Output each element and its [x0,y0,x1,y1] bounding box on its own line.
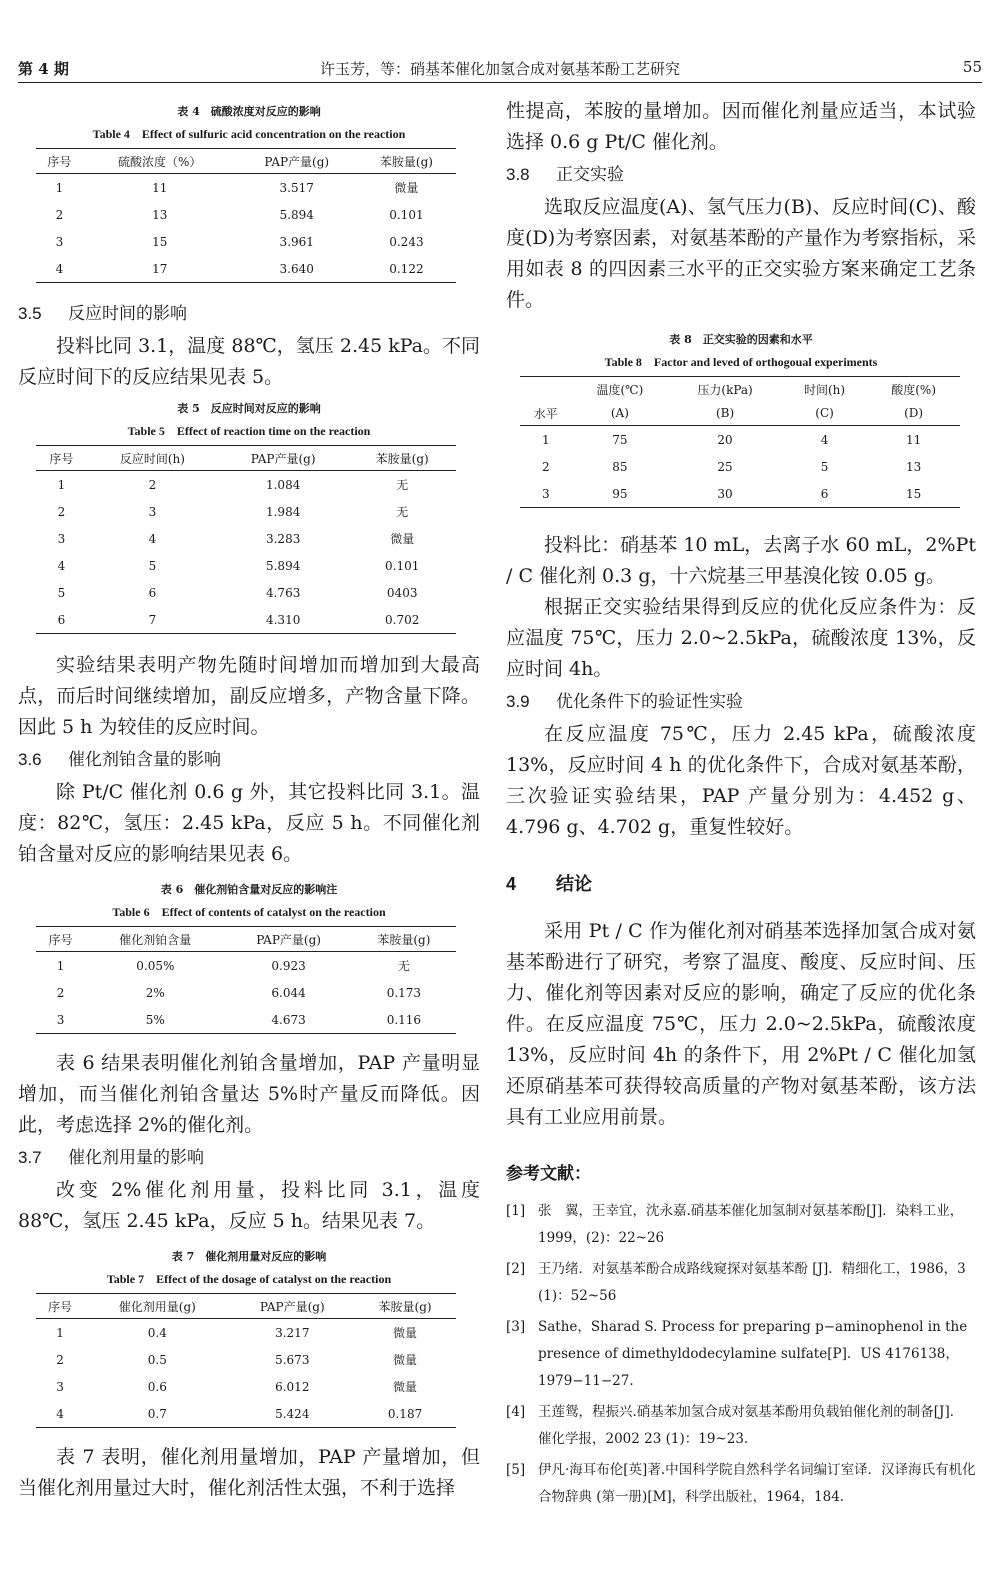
reference-text: 王莲鸳，程振兴.硝基苯加氢合成对氨基苯酚用负载铂催化剂的制备[J]．催化学报，2002 23 (1)：19~23. [538,1404,964,1447]
table-header-cell: 水平 [520,401,572,426]
table-row [36,1319,456,1347]
page-header [18,52,982,83]
table-cell: 1 [541,432,550,447]
paragraph: 选取反应温度(A)、氢气压力(B)、反应时间(C)、酸度(D)为考察因素，对氨基苯酚的产量作为考察指标，采用如表 8 的四因素三水平的正交实验方案来确定工艺条件。 [506,196,976,311]
table-cell: 5.894 [265,558,301,573]
table-header-cell: 温度(℃) [572,377,669,402]
table-cell: 3 [55,234,64,249]
table-header-row [36,927,456,952]
table-header-cell: 序号 [36,1294,84,1319]
table-header-row [36,446,456,471]
paragraph: 在反应温度 75℃，压力 2.45 kPa，硫酸浓度 13%，反应时间 4 h 的优化条件下，合成对氨基苯酚，三次验证实验结果，PAP 产量分别为：4.452 g、4.796 g、4.702 g，重复性较好。 [506,723,976,838]
table-cell: 0.101 [389,207,424,222]
table-row [36,606,456,634]
paragraph: 投料比同 3.1，温度 88℃，氢压 2.45 kPa。不同反应时间下的反应结果见表 5。 [18,335,480,388]
table-header-cell: 苯胺量(g) [352,927,456,952]
table7 [36,1293,456,1428]
table-cell: 4 [57,558,66,573]
table-header-cell: PAP产量(g) [218,446,348,471]
paragraph: 采用 Pt / C 作为催化剂对硝基苯选择加氢合成对氨基苯酚进行了研究，考察了温度、酸度、反应时间、压力、催化剂等因素对反应的影响，确定了反应的优化条件。在反应温度 75℃，压力 2.0~2.5kPa，硫酸浓度 13%，反应时间 4h 的条件下，用 2%Pt / C 催化加氢还原硝基苯可获得较高质量的产物对氨基苯酚，该方法具有工业应用前景。 [506,920,976,1128]
table-header-row [36,149,456,174]
table-cell: 3.961 [279,234,314,249]
reference-number: [2] [506,1261,526,1277]
table6-caption-cn: 表 6 催化剂铂含量对反应的影响注 [160,883,338,896]
table-header-cell: PAP产量(g) [225,927,351,952]
table-row [36,1400,456,1428]
reference-number: [3] [506,1319,526,1335]
reference-number: [5] [506,1462,526,1478]
table-cell: 15 [867,480,960,508]
table-cell: 微量 [393,1326,418,1340]
table-cell: 0.173 [386,985,422,1000]
table-header-cell: PAP产量(g) [230,1294,354,1319]
section-title: 优化条件下的验证性实验 [556,692,743,712]
table-cell: 4 [36,1400,84,1428]
reference-item [506,1198,976,1252]
table4 [36,148,456,283]
table-row [36,979,456,1006]
table-cell: 4 [36,255,83,283]
table-row [36,579,456,606]
table-header-cell: (A) [572,401,669,426]
table4-caption-cn: 表 4 硫酸浓度对反应的影响 [177,105,321,118]
table-header-cell: 时间(h) [782,377,867,402]
table-row [36,1373,456,1400]
section-3-7-heading [18,1143,480,1173]
table-cell: 5 [57,585,66,600]
table-cell: 3 [148,504,157,519]
table-cell: 2 [55,207,64,222]
reference-text: 张 翼，王幸宜，沈永嘉.硝基苯催化加氢制对氨基苯酚[J]．染料工业，1999，(2)：22~26 [538,1203,964,1246]
table-cell: 4.310 [218,606,348,634]
table-cell: 4 [820,432,829,447]
table-cell: 0.122 [357,255,456,283]
section-number: 3.7 [18,1148,42,1167]
table-row [520,480,960,508]
table-row [36,1006,456,1034]
table-header-row [520,401,960,426]
table-cell: 5 [820,459,829,474]
table-cell: 15 [152,234,168,249]
section-number: 3.6 [18,750,42,769]
section-number: 3.9 [506,692,530,711]
reference-item [506,1457,976,1511]
section-3-5-heading [18,299,480,329]
table4-caption-en: Table 4 Effect of sulfuric acid concentration on the reaction [92,127,406,141]
reference-item [506,1256,976,1310]
table-cell: 微量 [393,1353,418,1367]
table-cell: 20 [717,432,733,447]
reference-text: Sathe，Sharad S. Process for preparing p−aminophenol in the presence of dimethyldodecylamine sulfate[P]．US 4176138，1979−11−27. [538,1319,968,1389]
table8 [520,376,960,508]
paragraph: 表 6 结果表明催化剂铂含量增加，PAP 产量明显增加，而当催化剂铂含量达 5%时产量反而降低。因此，考虑选择 2%的催化剂。 [18,1052,480,1136]
table-header-cell: 序号 [36,927,85,952]
table-header-cell: 酸度(%) [867,377,960,402]
table-row [36,552,456,579]
table-header-cell: 苯胺量(g) [354,1294,456,1319]
table-header-cell: 硫酸浓度（%） [83,149,237,174]
table-header-cell: 反应时间(h) [87,446,218,471]
table-header-cell: 苯胺量(g) [357,149,456,174]
table-header-row [36,1294,456,1319]
table6 [36,926,456,1034]
section-3-9-heading [506,687,976,717]
section-title: 正交实验 [556,165,624,185]
table-row [36,471,456,499]
table-cell: 0.4 [147,1325,167,1340]
table-cell: 0.5 [147,1352,167,1367]
table-cell: 11 [905,432,922,447]
table-cell: 3.283 [265,531,301,546]
table-cell: 7 [87,606,218,634]
table-cell: 2 [57,504,66,519]
table-cell: 2 [56,1352,64,1367]
table-header-cell: (B) [668,401,782,426]
table7-caption-cn: 表 7 催化剂用量对反应的影响 [171,1250,327,1263]
table8-caption-cn: 表 8 正交实验的因素和水平 [669,333,813,346]
table-cell: 1.084 [265,477,301,492]
table-cell: 30 [668,480,782,508]
table-cell: 3 [520,480,572,508]
reference-number: [1] [506,1203,526,1219]
table-cell: 无 [396,478,409,492]
table-cell: 无 [396,505,409,519]
table-cell: 3 [57,531,66,546]
table-cell: 95 [572,480,669,508]
table-cell: 13 [905,459,922,474]
table-cell: 0.6 [147,1379,167,1394]
table-cell: 11 [152,180,168,195]
table-cell: 3.640 [237,255,357,283]
section-4-heading [506,869,976,900]
section-3-6-heading [18,745,480,775]
table-header-cell: (C) [782,401,867,426]
reference-text: 伊凡·海耳布伦[英]著.中国科学院自然科学名词编订室译．汉译海氏有机化合物辞典 (第一册)[M]，科学出版社，1964，184. [538,1462,976,1505]
table-row [36,174,456,202]
table-header-row [520,377,960,402]
table-cell: 17 [83,255,237,283]
table6-caption-en: Table 6 Effect of contents of catalyst on the reaction [112,905,386,919]
table-header-cell: 催化剂铂含量 [85,927,225,952]
page-number: 55 [962,58,982,76]
table-row [36,255,456,283]
table-cell: 无 [397,959,410,973]
references-heading: 参考文献： [506,1164,591,1184]
table-row [520,453,960,480]
table-cell: 5.894 [279,207,314,222]
reference-text: 王乃绪．对氨基苯酚合成路线窥探对氨基苯酚 [J]．精细化工，1986，3 (1)：52~56 [538,1261,966,1304]
table-cell: 3 [56,1379,64,1394]
table-cell: 4.673 [225,1006,351,1034]
table7-caption-en: Table 7 Effect of the dosage of catalyst on the reaction [106,1272,392,1286]
table-cell: 0.7 [84,1400,230,1428]
left-column [18,96,480,1504]
right-column [506,96,976,1515]
table-cell: 6 [782,480,867,508]
table-cell: 微量 [390,532,415,546]
table-cell: 13 [152,207,168,222]
table-row [36,952,456,980]
paragraph: 改变 2%催化剂用量，投料比同 3.1，温度 88℃，氢压 2.45 kPa，反应 5 h。结果见表 7。 [18,1179,480,1232]
table-cell: 6 [148,585,157,600]
table5-caption-cn: 表 5 反应时间对反应的影响 [177,402,321,415]
table-cell: 微量 [393,1380,418,1394]
table-header-cell: 催化剂用量(g) [84,1294,230,1319]
table-cell: 6.012 [275,1379,310,1394]
table-cell: 5 [148,558,157,573]
table-header-cell: 序号 [36,149,83,174]
table-cell: 4 [148,531,157,546]
table8-caption-en: Table 8 Factor and leved of orthogoual experiments [604,355,878,369]
section-title: 催化剂用量的影响 [68,1148,204,1168]
table-header-cell [520,377,572,402]
table-cell: 0.923 [271,958,306,973]
table5-caption-en: Table 5 Effect of reaction time on the reaction [127,424,371,438]
table-cell: 4.763 [265,585,301,600]
table-cell: 3 [36,1006,85,1034]
table-cell: 0.187 [354,1400,456,1428]
table-row [36,498,456,525]
table-cell: 2 [56,985,65,1000]
table-cell: 25 [717,459,733,474]
reference-item [506,1399,976,1453]
section-3-8-heading [506,160,976,190]
table-cell: 0403 [386,585,418,600]
table-cell: 1 [57,477,66,492]
table-cell: 1 [55,180,64,195]
table-cell: 5.673 [275,1352,310,1367]
running-title: 许玉芳，等：硝基苯催化加氢合成对氨基苯酚工艺研究 [319,60,680,78]
table-cell: 0.243 [389,234,424,249]
table-cell: 3.517 [279,180,314,195]
section-title: 反应时间的影响 [68,304,187,324]
table-cell: 0.05% [136,958,175,973]
table-cell: 1.984 [265,504,301,519]
table-cell: 0.702 [348,606,456,634]
table-header-cell: 压力(kPa) [668,377,782,402]
paragraph: 实验结果表明产物先随时间增加而增加到大最高点，而后时间继续增加，副反应增多，产物含量下降。因此 5 h 为较佳的反应时间。 [18,654,480,738]
table-cell: 6 [36,606,87,634]
reference-number: [4] [506,1404,526,1420]
table-cell: 微量 [394,181,419,195]
paragraph: 投料比：硝基苯 10 mL，去离子水 60 mL，2%Pt / C 催化剂 0.3 g，十六烷基三甲基溴化铵 0.05 g。 [506,534,976,587]
paragraph-continued-right: 性提高，苯胺的量增加。因而催化剂量应适当，本试验选择 0.6 g Pt/C 催化剂。 [506,100,976,153]
paragraph: 根据正交实验结果得到反应的优化反应条件为：反应温度 75℃，压力 2.0~2.5kPa，硫酸浓度 13%，反应时间 4h。 [506,596,976,680]
section-number: 3.8 [506,165,530,184]
table-row [36,201,456,228]
table-header-cell: PAP产量(g) [237,149,357,174]
table-cell: 85 [612,459,628,474]
table-cell: 0.116 [352,1006,456,1034]
table5 [36,445,456,634]
table-row [36,525,456,552]
table-cell: 2 [148,477,157,492]
table-cell: 2% [145,985,165,1000]
table-header-cell: 苯胺量(g) [348,446,456,471]
table-cell: 0.101 [385,558,420,573]
table-header-cell: (D) [867,401,960,426]
table-cell: 5.424 [230,1400,354,1428]
table-row [36,228,456,255]
section-number: 4 [506,874,517,894]
table-cell: 1 [56,958,65,973]
paragraph-continued-left: 表 7 表明，催化剂用量增加，PAP 产量增加，但当催化剂用量过大时，催化剂活性太强，不利于选择 [18,1446,480,1499]
table-cell: 3.217 [275,1325,310,1340]
table-row [36,1346,456,1373]
table-cell: 75 [612,432,628,447]
table-row [520,426,960,454]
section-number: 3.5 [18,304,42,323]
table-header-cell: 序号 [36,446,87,471]
section-title: 结论 [556,874,592,895]
table-cell: 5% [85,1006,225,1034]
table-cell: 2 [541,459,550,474]
table-cell: 1 [56,1325,64,1340]
section-title: 催化剂铂含量的影响 [68,750,221,770]
paragraph: 除 Pt/C 催化剂 0.6 g 外，其它投料比同 3.1。温度：82℃，氢压：2.45 kPa，反应 5 h。不同催化剂铂含量对反应的影响结果见表 6。 [18,781,480,865]
reference-item [506,1314,976,1395]
table-cell: 6.044 [271,985,306,1000]
issue-label: 第 4 期 [18,60,69,78]
